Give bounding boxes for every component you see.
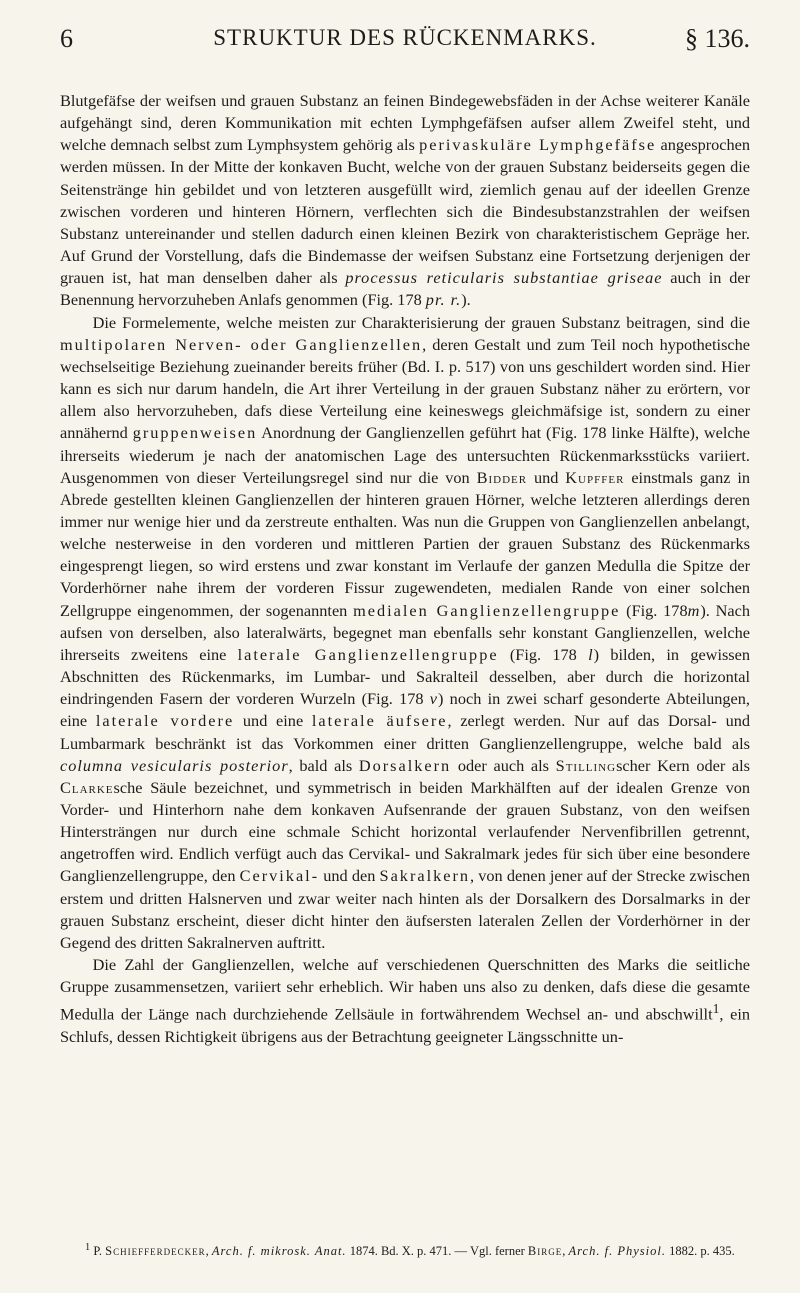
text-run: columna vesicularis posterior xyxy=(60,755,289,775)
paragraph-3 xyxy=(60,954,750,1048)
text-run: Die Zahl der Ganglienzellen, welche auf verschiedenen Querschnitten des Marks die seitliche Gruppe zusammensetzen, variiert sehr erheblich. Wir haben uns also zu denken, dafs diese die gesamte Medulla der Länge nach durchziehende Zellsäule in fortwährendem Wechsel an- und abschwillt xyxy=(60,955,750,1024)
footnote-marker: 1 xyxy=(712,1001,720,1017)
text-run: (Fig. 178 xyxy=(498,644,589,664)
text-run: Die Formelemente, welche meisten zur Charakterisierung der grauen Substanz beitragen, sind die xyxy=(92,312,750,332)
text-run: Arch. f. Physiol. xyxy=(568,1244,666,1259)
text-run: Arch. f. mikrosk. Anat. xyxy=(211,1244,347,1259)
text-run: processus reticularis substantiae griseae xyxy=(345,268,663,288)
text-run: , xyxy=(205,1244,212,1259)
page-number: 6 xyxy=(60,24,73,53)
text-run: Dorsalkern xyxy=(358,755,452,775)
text-run: , bald als xyxy=(288,755,359,775)
text-run: , xyxy=(562,1244,569,1259)
text-run: laterale Ganglienzellengruppe xyxy=(237,644,499,664)
text-run: , ein Schlufs, dessen Richtigkeit übrigens aus der Betrachtung geeigneter Längsschnitte un- xyxy=(60,1004,750,1046)
text-run: auch in der Benennung hervorzuheben Anlafs genommen (Fig. 178 xyxy=(60,268,750,310)
running-title: STRUKTUR DES RÜCKENMARKS. xyxy=(213,25,597,50)
paragraph-1 xyxy=(60,90,750,312)
running-header xyxy=(60,22,750,62)
text-run: , deren Gestalt und zum Teil noch hypothetische wechselseitige Beziehung zueinander bereits früher (Bd. I. p. 517) von uns geschildert worden sind. Hier kann es sich nur darum handeln, die Art ihrer Verteilung in der grauen Substanz näher zu erörtern, vor allem also hervorzuheben, dafs diese Verteilung eine keineswegs gleichmäfsige ist, sondern zu einer annähernd xyxy=(60,334,750,443)
text-run: 1882. p. 435. xyxy=(665,1244,735,1259)
text-run: perivaskuläre Lymphgefäfse xyxy=(419,135,657,155)
text-run: ). Nach aufsen von derselben, also lateralwärts, begegnet man ebenfalls sehr konstant Ganglienzellen, welche ihrerseits zweitens eine xyxy=(60,600,751,664)
text-run: ). xyxy=(461,290,471,310)
text-run: gruppenweisen xyxy=(132,423,258,443)
text-run: oder auch als xyxy=(451,755,556,775)
text-run: Kupffer xyxy=(565,467,625,487)
text-run: Sakralkern xyxy=(379,866,471,886)
text-run: und den xyxy=(319,866,380,886)
text-run: , zerlegt werden. Nur auf das Dorsal- und Lumbarmark beschränkt ist das Vorkommen einer dritten Ganglienzellengruppe, welche bald als xyxy=(60,711,751,753)
footnotes xyxy=(60,1240,750,1259)
text-run: angesprochen werden müssen. In der Mitte der konkaven Bucht, welche von der grauen Substanz beiderseits gegen die Seitenstränge hin gebildet und von letzteren ausgefüllt wird, ziemlich genau auf der ideellen Grenze zwischen vorderen und hinteren Hörnern, verflechten sich die Bindesubstanzstrahlen der weifsen Substanz untereinander und stellen dadurch einen kleinen Bezirk von charakteristischem Gepräge her. Auf Grund der Vorstellung, dafs die Bindemasse der weifsen Substanz eine Fortsetzung derjenigen der grauen ist, hat man denselben daher als xyxy=(60,135,751,288)
text-run: P. xyxy=(90,1244,106,1259)
text-run: m xyxy=(687,600,701,620)
text-run: l xyxy=(588,644,594,664)
text-run: laterale äufsere xyxy=(311,711,448,731)
body-text xyxy=(60,90,750,1048)
text-run: (Fig. 178 xyxy=(620,600,688,620)
text-run: pr. r. xyxy=(425,290,462,310)
text-run: Birge xyxy=(527,1244,563,1259)
footnote-1 xyxy=(60,1240,750,1259)
text-run: Bidder xyxy=(476,467,528,487)
paragraph-2 xyxy=(60,312,750,955)
text-run: ) bilden, in gewissen Abschnitten des Rückenmarks, im Lumbar- und Sakralteil desselben, aber durch die horizontal eindringenden Fasern der vorderen Wurzeln (Fig. 178 xyxy=(60,644,751,709)
text-run: ) noch in zwei scharf gesonderte Abteilungen, eine xyxy=(60,689,750,731)
text-run: sche Säule bezeichnet, und symmetrisch in beiden Markhälften auf der idealen Grenze von Vorder- und Hinterhorn nahe dem konkaven Aufsenrande der grauen Substanz, von den weifsen Hintersträngen nur durch eine schmale Schicht horizontal verlaufender Nervenfibrillen getrennt, angetroffen wird. Endlich verfügt auch das Cervikal- und Sakralmark jedes für sich über eine besondere Ganglienzellengruppe, den xyxy=(60,777,750,886)
text-run: Blutgefäfse der weifsen und grauen Substanz an feinen Bindegewebsfäden in der Achse weiterer Kanäle aufgehängt sind, deren Kommunikation mit echten Lymphgefäfsen aufser allem Zweifel steht, und welche demnach selbst zum Lymphsystem gehörig als xyxy=(60,91,750,155)
text-run: , von denen jener auf der Strecke zwischen erstem und dritten Halsnerven und zwar weiter nach hinten als der Dorsalkern des Dorsalmarks in der grauen Substanz erscheint, dieser dicht hinter den äufsersten lateralen Zellen der Vorderhörner in der Gegend des dritten Sakralnerven auftritt. xyxy=(60,866,750,952)
text-run: Anordnung der Ganglienzellen geführt hat (Fig. 178 linke Hälfte), welche ihrerseits wiederum je nach der anatomischen Lage des untersuchten Rückenmarksstücks variiert. Ausgenommen von dieser Verteilungsregel sind nur die von xyxy=(60,423,751,487)
text-run: Clarke xyxy=(60,777,114,797)
footnote-marker: 1 xyxy=(85,1242,91,1253)
text-run: einstmals ganz in Abrede gestellten kleinen Ganglienzellen der hinteren grauen Hörner, welche letzteren allerdings deren immer nur wenige hier und da zerstreute enthalten. Was nun die Gruppen von Ganglienzellen anbelangt, welche nesterweise in den vorderen und mittleren Partien der grauen Substanz des Rückenmarks eingesprengt liegen, so wird erstens und zwar konstant im Verlaufe der ganzen Medulla die Spitze der Vorderhörner nahe ihrem der vorderen Fissur zugewendeten, medialen Rande von einer solchen Zellgruppe eingenommen, der sogenannten xyxy=(60,467,751,620)
text-run: scher Kern oder als xyxy=(616,755,751,775)
text-run: Stilling xyxy=(555,755,617,775)
text-run: 1874. Bd. X. p. 471. — Vgl. ferner xyxy=(346,1244,528,1259)
text-run: und xyxy=(527,467,566,487)
text-run: v xyxy=(429,689,438,709)
text-run: und eine xyxy=(234,711,312,731)
text-run: laterale vordere xyxy=(95,711,235,731)
text-run: Schiefferdecker xyxy=(105,1244,206,1259)
text-run: Cervikal- xyxy=(239,866,320,886)
section-number: § 136. xyxy=(685,24,750,53)
text-run: multipolaren Nerven- oder Ganglienzellen xyxy=(60,334,423,354)
text-run: medialen Ganglienzellengruppe xyxy=(353,600,621,620)
